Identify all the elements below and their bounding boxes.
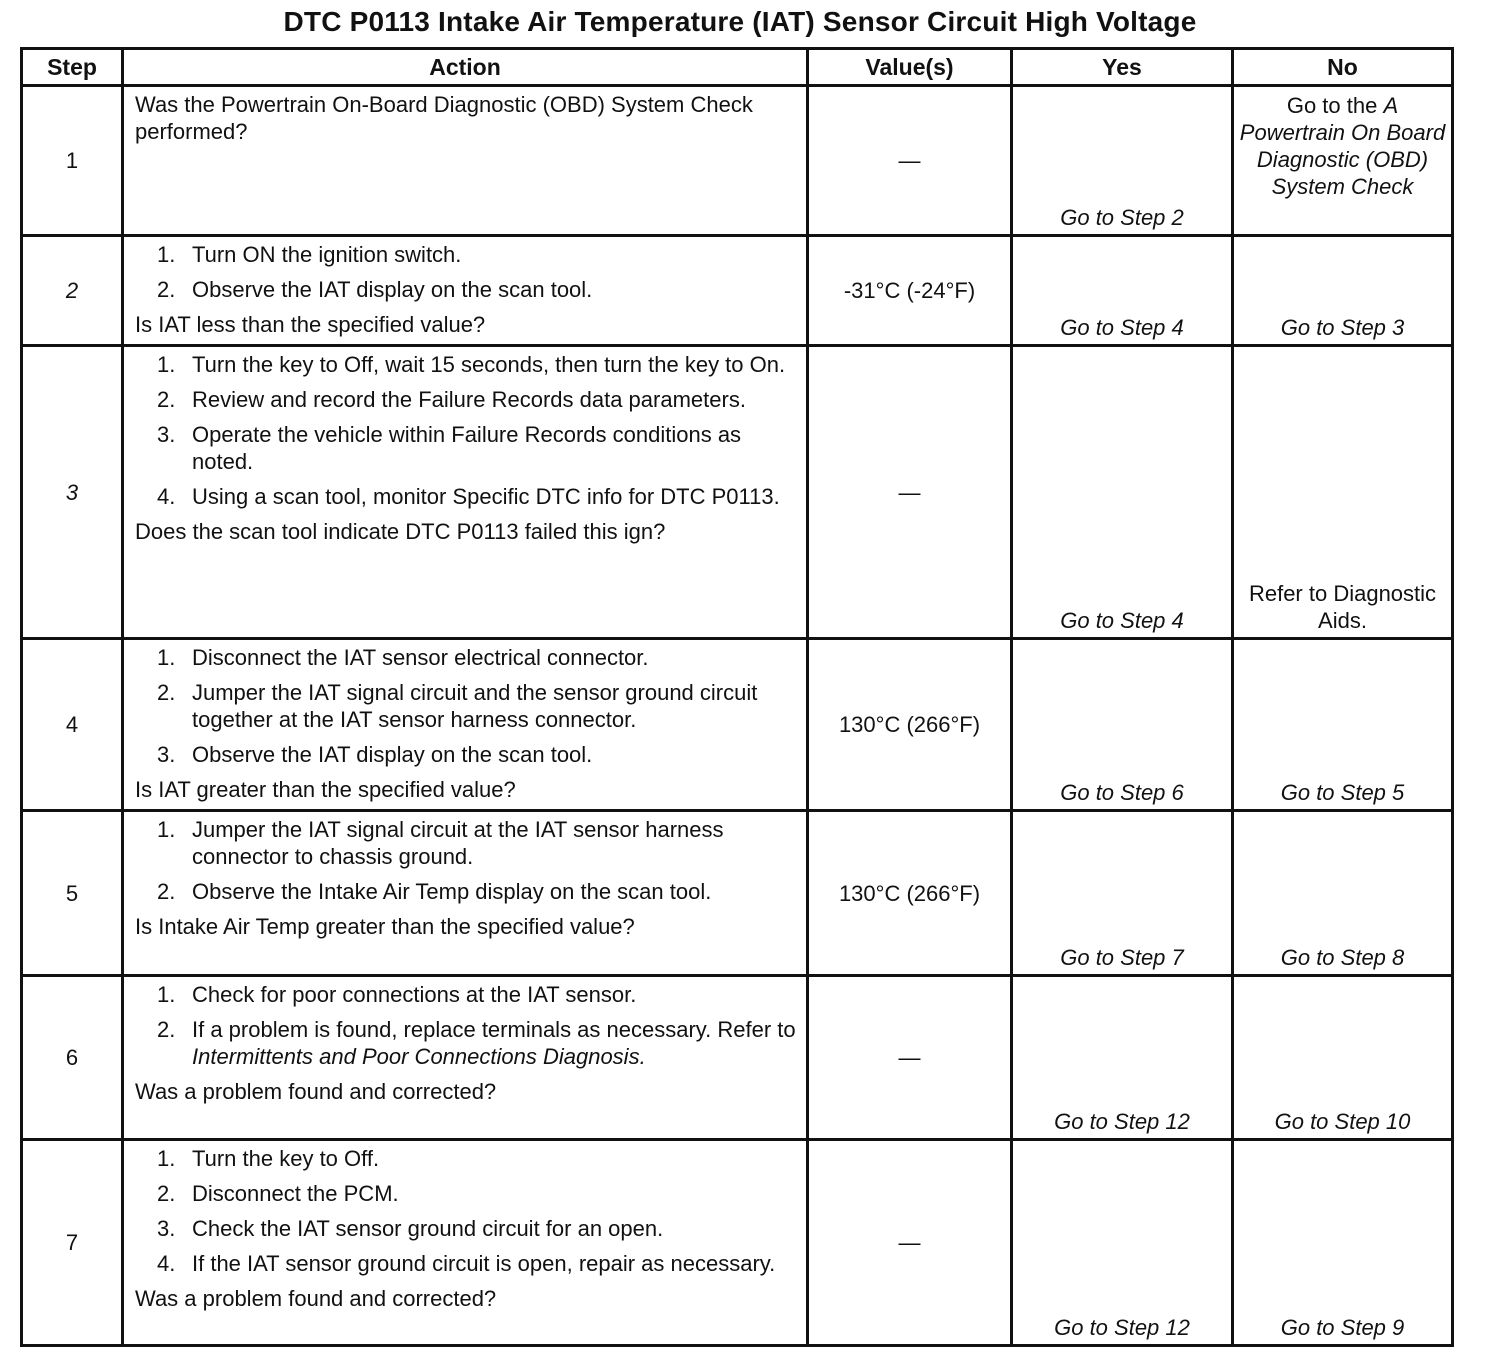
header-values: Value(s) [808,49,1012,86]
step-number: 1 [22,86,123,236]
yes-cell: Go to Step 12 [1012,976,1233,1140]
action-question: Is IAT less than the specified value? [135,312,486,337]
header-step: Step [22,49,123,86]
action-item: 3. Observe the IAT display on the scan tool. [157,742,593,767]
action-question: Was a problem found and corrected? [135,1079,497,1104]
value-cell: 130°C (266°F) [808,811,1012,976]
action-question: Does the scan tool indicate DTC P0113 failed this ign? [135,519,666,544]
header-no: No [1233,49,1453,86]
reference-link-text: Intermittents and Poor Connections Diagnosis. [192,1044,646,1069]
action-question: Was a problem found and corrected? [135,1286,497,1311]
no-cell: Go to Step 5 [1233,639,1453,811]
header-yes: Yes [1012,49,1233,86]
table-row [22,976,1453,1140]
action-item: 1. Turn the key to Off, wait 15 seconds, then turn the key to On. [157,352,786,377]
yes-cell: Go to Step 2 [1012,86,1233,236]
action-item: 4. If the IAT sensor ground circuit is open, repair as necessary. [157,1251,776,1276]
action-item: 1. Check for poor connections at the IAT sensor. [157,982,637,1007]
value-cell: — [808,976,1012,1140]
action-cell [123,346,808,639]
no-cell: Go to Step 8 [1233,811,1453,976]
step-number: 4 [22,639,123,811]
action-item: 2. Observe the IAT display on the scan tool. [157,277,593,302]
action-cell [123,976,808,1140]
value-cell: — [808,1140,1012,1346]
yes-cell: Go to Step 4 [1012,346,1233,639]
value-cell: — [808,86,1012,236]
yes-cell: Go to Step 4 [1012,236,1233,346]
step-number: 5 [22,811,123,976]
table-row [22,236,1453,346]
value-cell: — [808,346,1012,639]
action-item: 1. Turn the key to Off. [157,1146,380,1171]
action-cell [123,1140,808,1346]
header-row [22,49,1453,86]
value-cell: 130°C (266°F) [808,639,1012,811]
table-row [22,346,1453,639]
table-row [22,639,1453,811]
action-item: 1. Disconnect the IAT sensor electrical connector. [157,645,649,670]
action-item: 3. Operate the vehicle within Failure Records conditions as noted. [157,422,742,474]
action-cell [123,236,808,346]
no-cell: Go to Step 3 [1233,236,1453,346]
no-cell [1233,86,1453,236]
no-cell: Go to Step 10 [1233,976,1453,1140]
no-reference: A Powertrain On Board Diagnostic (OBD) System Check [1239,93,1446,199]
action-item: 3. Check the IAT sensor ground circuit for an open. [157,1216,664,1241]
header-action: Action [123,49,808,86]
action-cell [123,86,808,236]
page-title: DTC P0113 Intake Air Temperature (IAT) Sensor Circuit High Voltage [283,6,1197,37]
action-cell [123,811,808,976]
no-prefix: Go to the [1286,93,1378,118]
action-item: 2. Jumper the IAT signal circuit and the sensor ground circuit together at the IAT sensor harness connector. [157,680,758,732]
action-item: 1. Turn ON the ignition switch. [157,242,462,267]
action-item: 2. Disconnect the PCM. [157,1181,399,1206]
action-item: 4. Using a scan tool, monitor Specific DTC info for DTC P0113. [157,484,780,509]
table-row [22,811,1453,976]
action-item: 2. Review and record the Failure Records data parameters. [157,387,746,412]
yes-cell: Go to Step 6 [1012,639,1233,811]
action-item: 2. Observe the Intake Air Temp display on the scan tool. [157,879,712,904]
step-number: 6 [22,976,123,1140]
action-question: Is IAT greater than the specified value? [135,777,516,802]
table-row [22,1140,1453,1346]
step-number: 3 [22,346,123,639]
action-item: 2. If a problem is found, replace terminals as necessary. Refer to Intermittents and Poor Connections Diagnosis. [157,1017,796,1069]
yes-cell: Go to Step 12 [1012,1140,1233,1346]
value-cell: -31°C (-24°F) [808,236,1012,346]
diagnostic-table [20,47,1454,1347]
action-cell [123,639,808,811]
no-cell: Go to Step 9 [1233,1140,1453,1346]
yes-cell: Go to Step 7 [1012,811,1233,976]
step-number: 2 [22,236,123,346]
step-number: 7 [22,1140,123,1346]
no-cell: Refer to Diagnostic Aids. [1233,346,1453,639]
action-question: Is Intake Air Temp greater than the specified value? [135,914,635,939]
action-item: 1. Jumper the IAT signal circuit at the IAT sensor harness connector to chassis ground. [157,817,724,869]
action-question: Was the Powertrain On-Board Diagnostic (OBD) System Check performed? [135,92,753,144]
table-row [22,86,1453,236]
